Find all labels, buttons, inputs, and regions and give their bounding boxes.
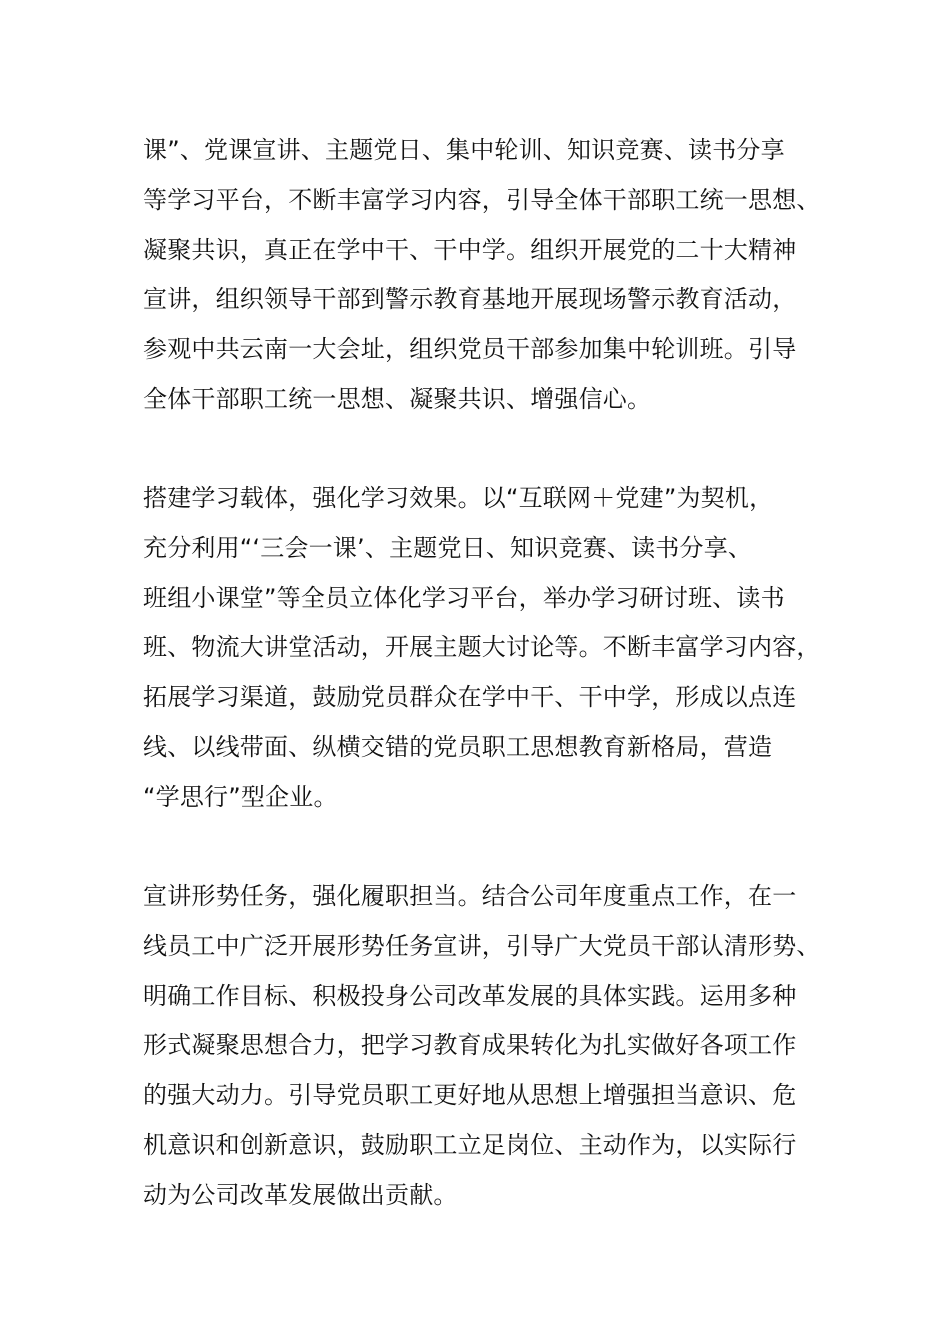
paragraph xyxy=(143,872,843,1221)
text-line: 线、以线带面、纵横交错的党员职工思想教育新格局，营造 xyxy=(143,732,773,761)
text-line: 班、物流大讲堂活动，开展主题大讨论等。不断丰富学习内容， xyxy=(143,633,821,662)
text-line: 参观中共云南一大会址，组织党员干部参加集中轮训班。引导 xyxy=(143,335,797,364)
text-line: 机意识和创新意识，鼓励职工立足岗位、主动作为，以实际行 xyxy=(143,1130,797,1159)
text-line: 动为公司改革发展做出贡献。 xyxy=(143,1180,458,1209)
text-line: 课”、党课宣讲、主题党日、集中轮训、知识竞赛、读书分享 xyxy=(143,136,785,164)
text-line: 宣讲形势任务，强化履职担当。结合公司年度重点工作，在一 xyxy=(143,882,797,910)
text-line: 班组小课堂”等全员立体化学习平台，举办学习研讨班、读书 xyxy=(143,583,785,612)
text-line: 的强大动力。引导党员职工更好地从思想上增强担当意识、危 xyxy=(143,1081,797,1110)
paragraph xyxy=(143,474,843,823)
text-line: 等学习平台，不断丰富学习内容，引导全体干部职工统一思想、 xyxy=(143,185,821,214)
text-line: 线员工中广泛开展形势任务宣讲，引导广大党员干部认清形势、 xyxy=(143,931,821,960)
text-line: 搭建学习载体，强化学习效果。以“互联网＋党建”为契机， xyxy=(143,484,774,512)
text-line: 全体干部职工统一思想、凝聚共识、增强信心。 xyxy=(143,384,652,413)
text-line: 明确工作目标、积极投身公司改革发展的具体实践。运用多种 xyxy=(143,981,797,1010)
text-line: 宣讲，组织领导干部到警示教育基地开展现场警示教育活动， xyxy=(143,285,797,314)
text-line: 凝聚共识，真正在学中干、干中学。组织开展党的二十大精神 xyxy=(143,235,797,264)
text-line: “学思行”型企业。 xyxy=(143,782,338,811)
paragraph xyxy=(143,126,843,425)
text-line: 充分利用“‘三会一课’、主题党日、知识竞赛、读书分享、 xyxy=(143,533,753,562)
text-line: 拓展学习渠道，鼓励党员群众在学中干、干中学，形成以点连 xyxy=(143,683,797,712)
text-line: 形式凝聚思想合力，把学习教育成果转化为扎实做好各项工作 xyxy=(143,1031,797,1060)
